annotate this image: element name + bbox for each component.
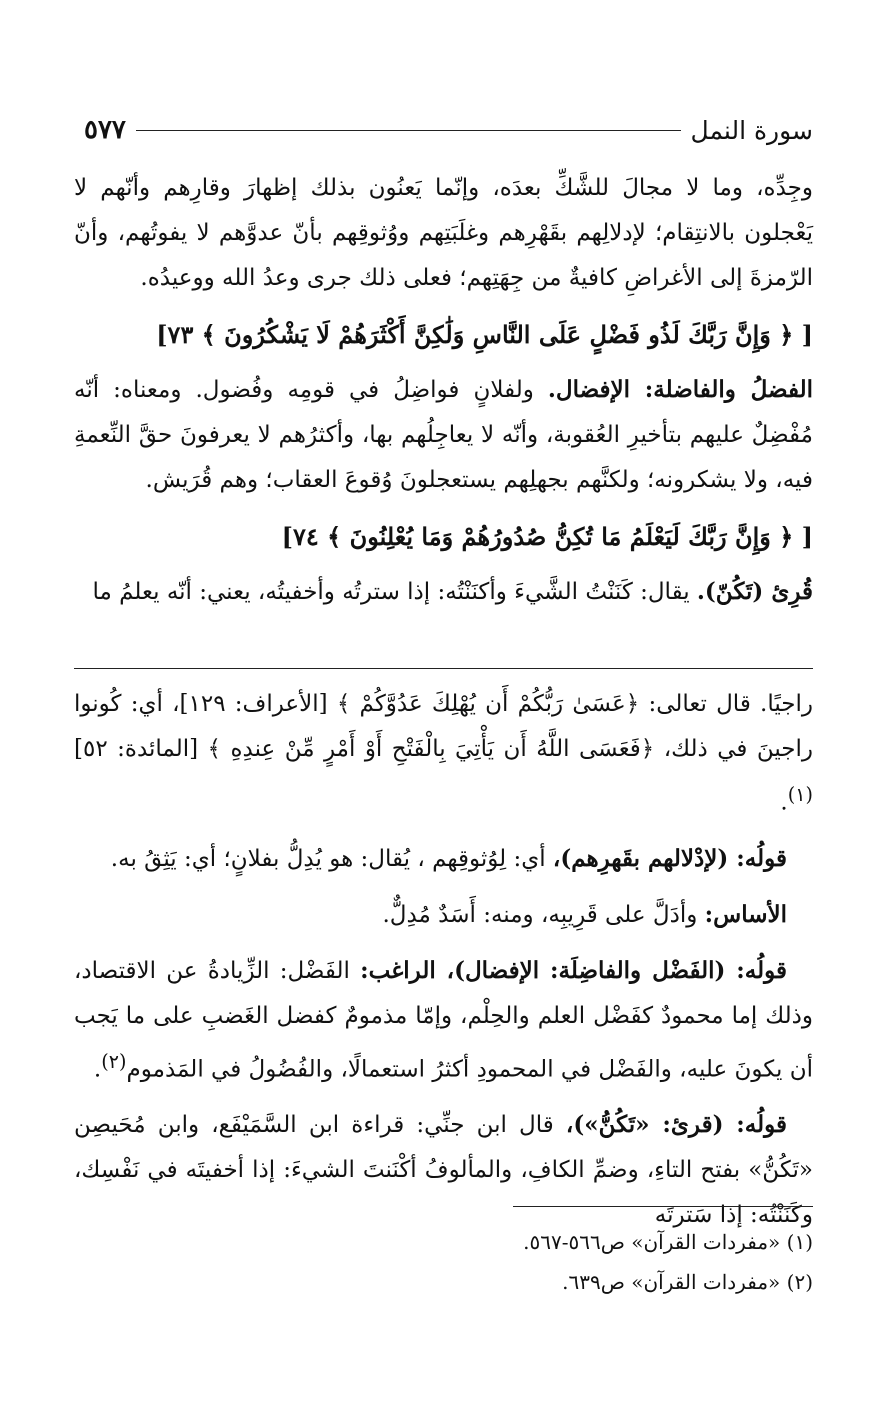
surah-title: سورة النمل xyxy=(690,115,813,145)
commentary-paragraph-1 xyxy=(74,682,813,826)
commentary-3-text: وأدَلَّ على قَرِيبِه، ومنه: أَسَدٌ مُدِلٌّ. xyxy=(382,901,705,928)
page-header xyxy=(84,108,813,152)
footnote-ref-1: (١) xyxy=(787,783,813,806)
commentary-2-lead: قولُه: (لإدْلالهم بقَهرِهم)، xyxy=(552,844,787,872)
commentary-paragraph-2 xyxy=(74,836,813,882)
footnote-2: (٢) «مفردات القرآن» ص٦٣٩. xyxy=(562,1270,813,1294)
main-paragraph-3 xyxy=(74,569,813,615)
commentary-5-text: قال ابن جنِّي: قراءة ابن السَّمَيْفَع، وابن مُحَيصِن «تَكُنُّ» بفتح التاءِ، وضمِّ الكافِ، والمألوفُ أكْنَنتَ الشيءَ: إذا أخفيتَه في نَفْسِك، وكَنَنْتُه: إذا سَترتَه xyxy=(74,1112,813,1229)
commentary-4-lead: قولُه: (الفَضْل والفاضِلَة: الإفضال)، الراغب: xyxy=(360,956,787,984)
verse-73: [ ﴿ وَإِنَّ رَبَّكَ لَذُو فَضْلٍ عَلَى النَّاسِ وَلَٰكِنَّ أَكْثَرَهُمْ لَا يَشْكُرُونَ ﴾ ٧٣] xyxy=(156,320,813,349)
commentary-5-lead: قولُه: (قرئ: «تَكُنُّ»)، xyxy=(565,1111,787,1139)
section-divider xyxy=(74,668,813,669)
footnotes xyxy=(74,1222,813,1302)
main-paragraph-1: وجِدِّه، وما لا مجالَ للشَّكِّ بعدَه، وإنّما يَعنُون بذلك إظهارَ وقارِهم وأنّهم لا يَعْجلون بالانتِقام؛ لإدلالِهم بقَهْرِهم وغلَبَتِهم ووُثوقِهم بأنّ عدوَّهم لا يفوتُهم، وأنّ الرّمزةَ إلى الأغراضِ كافيةٌ من جِهَتِهم؛ فعلى ذلك جرى وعدُ الله ووعيدُه. xyxy=(74,175,813,291)
footnote-1: (١) «مفردات القرآن» ص٥٦٦-٥٦٧. xyxy=(523,1230,813,1254)
commentary-3-lead: الأساس: xyxy=(704,900,787,928)
commentary-paragraph-3 xyxy=(74,892,813,938)
page-number: ٥٧٧ xyxy=(84,115,126,145)
main-paragraph-2-lead: الفضلُ والفاضلة: الإفضال. xyxy=(547,376,814,403)
commentary-1-end: . xyxy=(780,789,788,816)
commentary-paragraph-4 xyxy=(74,948,813,1093)
footnote-ref-2: (٢) xyxy=(101,1049,127,1073)
verse-74: [ ﴿ وَإِنَّ رَبَّكَ لَيَعْلَمُ مَا تُكِنُّ صُدُورُهُمْ وَمَا يُعْلِنُونَ ﴾ ٧٤] xyxy=(281,522,813,551)
commentary-paragraph-5 xyxy=(74,1102,813,1238)
main-paragraph-3-lead: قُرِئ (تَكُنّ). xyxy=(696,578,813,605)
commentary-2-text: أي: لِوُثوقِهم ، يُقال: هو يُدِلُّ بفلانٍ؛ أي: يَثِقُ به. xyxy=(110,845,553,872)
commentary-text xyxy=(74,682,813,1238)
main-text xyxy=(74,166,813,615)
commentary-4-text: الفَضْل: الزِّيادةُ عن الاقتصاد، وذلك إما محمودٌ كفَضْل العلم والحِلْم، وإمّا مذمومٌ كفضل الغَضبِ على ما يَجب أن يكونَ عليه، والفَضْل في المحمودِ أكثرُ استعمالًا، والفُضُولُ في المَذموم xyxy=(74,957,813,1083)
main-paragraph-3-text: يقال: كَنَنْتُ الشَّيءَ وأكنَنْتُه: إذا سترتُه وأخفيتُه، يعني: أنّه يعلمُ ما xyxy=(92,579,697,605)
commentary-4-end: . xyxy=(93,1056,102,1083)
main-paragraph-2-text: ولفلانٍ فواضِلُ في قومِه وفُضول. ومعناه: أنّه مُفْضِلٌ عليهم بتأخيرِ العُقوبة، وأنّه لا يعاجِلُهم بها، وأكثرُهم لا يعرفونَ حقَّ النِّعمةِ فيه، ولا يشكرونه؛ ولكنَّهم بجهلِهم يستعجلونَ وُقوعَ العقاب؛ وهم قُرَيش. xyxy=(74,377,813,493)
main-paragraph-2 xyxy=(74,367,813,503)
footnote-rule xyxy=(513,1206,813,1207)
header-rule xyxy=(136,130,681,131)
commentary-1-text: راجيًا. قال تعالى: ﴿عَسَىٰ رَبُّكُمْ أَن يُهْلِكَ عَدُوَّكُمْ ﴾ [الأعراف: ١٢٩]، أي: كُونوا راجينَ في ذلك، ﴿فَعَسَى اللَّهُ أَن يَأْتِيَ بِالْفَتْحِ أَوْ أَمْرٍ مِّنْ عِندِهِ ﴾ [المائدة: ٥٢] xyxy=(74,691,814,762)
